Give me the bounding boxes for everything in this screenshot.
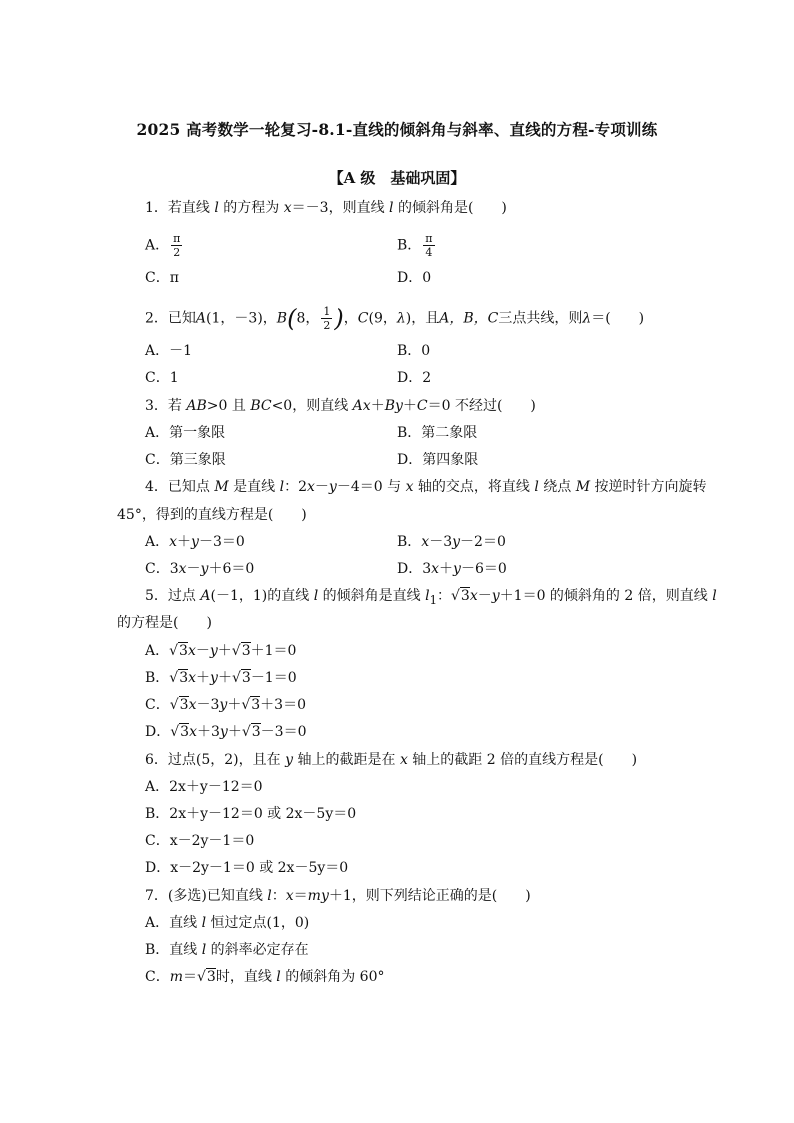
question-2-option-a: A．－1 — [145, 343, 193, 359]
question-7-stem: 7．(多选)已知直线 l：x＝my＋1，则下列结论正确的是( ) — [145, 888, 531, 904]
question-4-option-a: A．x＋y－3＝0 — [145, 534, 245, 550]
question-3-option-b: B．第二象限 — [397, 425, 478, 441]
question-5-option-a: A．√3x－y＋√3＋1＝0 — [145, 643, 297, 659]
fraction: $\frac{\pi}{2}$ — [173, 232, 181, 259]
question-2-option-c: C．1 — [145, 370, 179, 386]
question-2-option-b: B．0 — [397, 343, 431, 359]
question-5-option-d: D．√3x＋3y＋√3－3＝0 — [145, 724, 307, 740]
question-1-option-c: C．π — [145, 270, 179, 286]
fraction: $\frac{\pi}{4}$ — [425, 232, 433, 259]
question-1-option-a: A． $\frac{\pi}{2}$ — [145, 232, 181, 259]
question-6-option-d: D．x－2y－1＝0 或 2x－5y＝0 — [145, 860, 349, 876]
question-1-stem: 1．若直线 l 的方程为 x＝－3，则直线 l 的倾斜角是( ) — [145, 200, 507, 216]
question-3-stem: 3．若 AB>0 且 BC<0，则直线 Ax＋By＋C＝0 不经过( ) — [145, 398, 536, 414]
question-7-option-b: B．直线 l 的斜率必定存在 — [145, 942, 309, 958]
question-1-option-b: B． $\frac{\pi}{4}$ — [397, 232, 433, 259]
question-7-option-a: A．直线 l 恒过定点(1，0) — [145, 915, 310, 931]
question-5-stem-continued: 的方程是( ) — [117, 615, 212, 631]
question-2-option-d: D．2 — [397, 370, 432, 386]
question-3-option-c: C．第三象限 — [145, 452, 226, 468]
question-6-option-b: B．2x＋y－12＝0 或 2x－5y＝0 — [145, 806, 357, 822]
question-3-option-d: D．第四象限 — [397, 452, 479, 468]
question-4-option-d: D．3x＋y－6＝0 — [397, 561, 507, 577]
question-6-option-c: C．x－2y－1＝0 — [145, 833, 255, 849]
question-4-option-c: C．3x－y＋6＝0 — [145, 561, 255, 577]
fraction: $\frac{1}{2}$ — [323, 305, 331, 332]
question-4-option-b: B．x－3y－2＝0 — [397, 534, 506, 550]
question-1-option-d: D．0 — [397, 270, 432, 286]
question-3-option-a: A．第一象限 — [145, 425, 226, 441]
section-heading: 【A 级 基础巩固】 — [328, 169, 466, 187]
question-6-option-a: A．2x＋y－12＝0 — [145, 779, 263, 795]
question-5-option-c: C．√3x－3y＋√3＋3＝0 — [145, 697, 306, 713]
question-5-stem: 5．过点 A(－1，1)的直线 l 的倾斜角是直线 $l_1$：√3x－y＋1＝0 的倾斜角的 2 倍，则直线 l — [145, 588, 717, 607]
question-6-stem: 6．过点(5，2)，且在 y 轴上的截距是在 x 轴上的截距 2 倍的直线方程是( ) — [145, 752, 638, 768]
question-4-stem-continued: 45°，得到的直线方程是( ) — [117, 507, 307, 523]
question-7-option-c: C．m＝√3时，直线 l 的倾斜角为 60° — [145, 969, 385, 985]
question-5-option-b: B．√3x＋y＋√3－1＝0 — [145, 670, 297, 686]
page-title: 2025 高考数学一轮复习-8.1-直线的倾斜角与斜率、直线的方程-专项训练 — [136, 120, 658, 139]
question-2-stem: 2．已知A(1，－3)，B(8， $\frac{1}{2}$ )，C(9，λ)，且A，B，C三点共线，则λ＝( ) — [145, 304, 645, 333]
question-4-stem: 4．已知点 M 是直线 l：2x－y－4＝0 与 x 轴的交点，将直线 l 绕点 M 按逆时针方向旋转 — [145, 479, 707, 495]
